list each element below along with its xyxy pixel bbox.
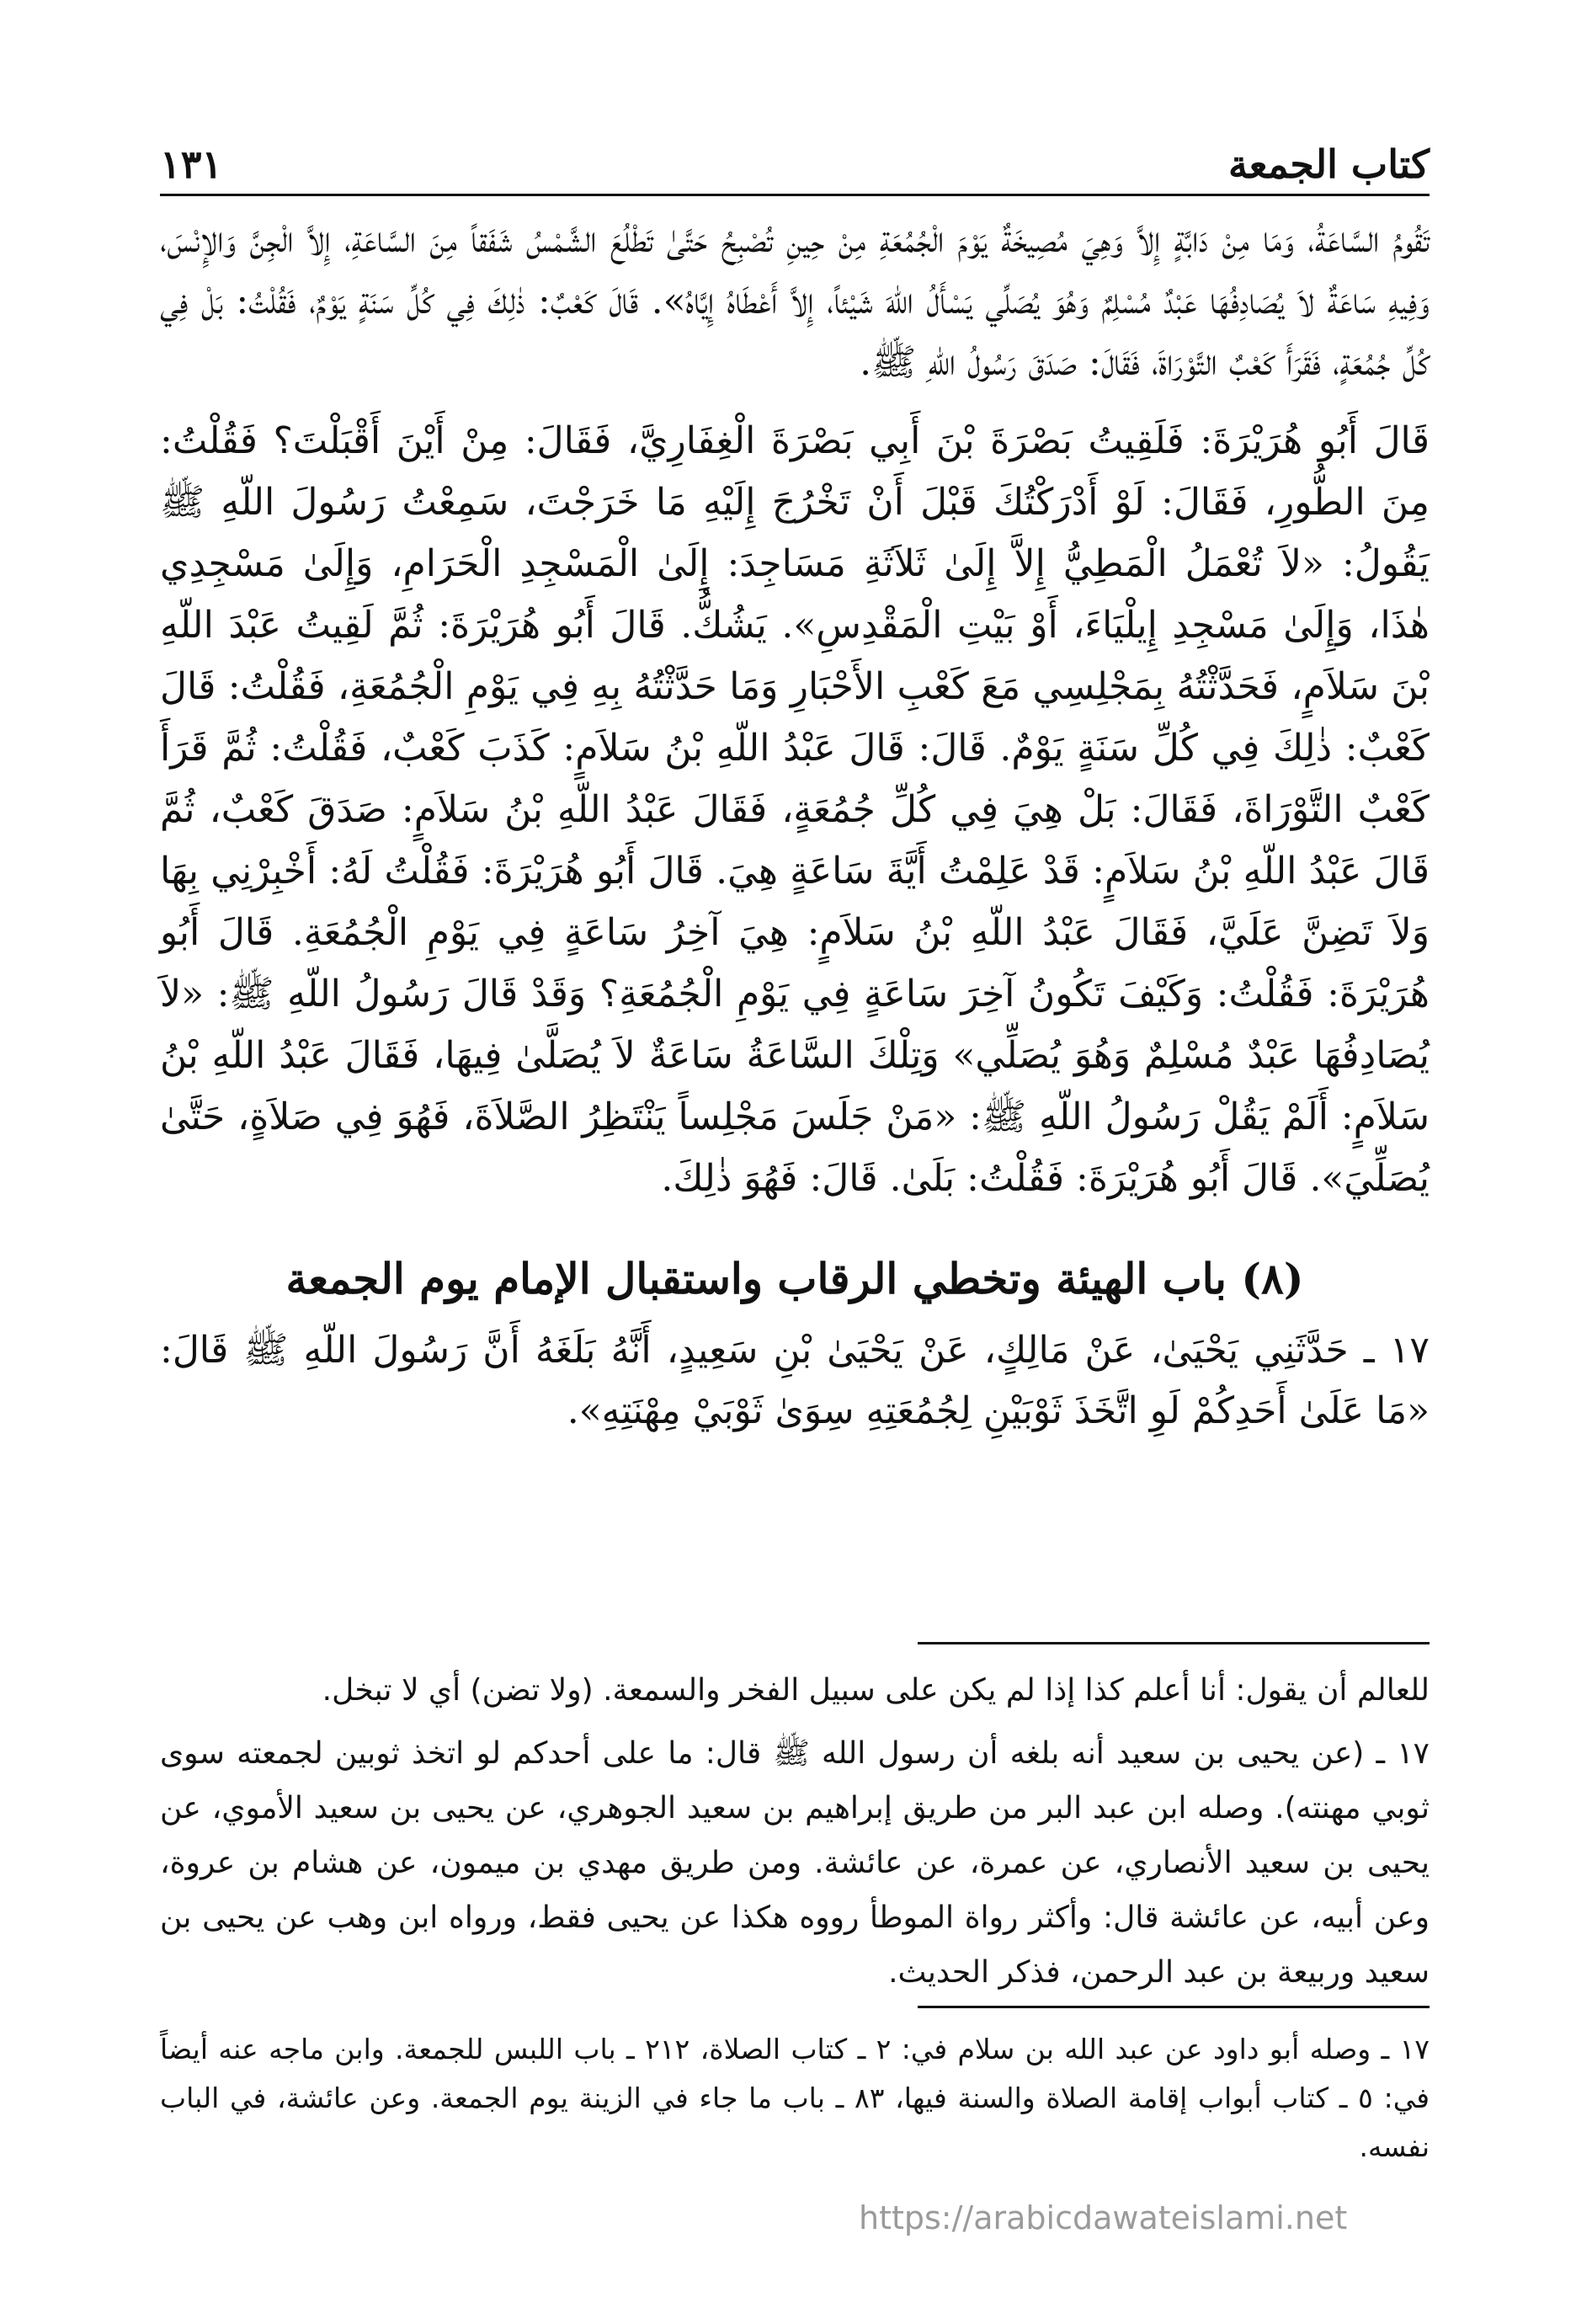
page-number: ١٣١ xyxy=(160,141,223,187)
commentary-section xyxy=(160,1663,1430,2000)
paragraph: تَقُومُ السَّاعَةُ، وَمَا مِنْ دَابَّةٍ إِلاَّ وَهِيَ مُصِيخَةٌ يَوْمَ الْجُمُعَةِ مِنْ حِينِ تُصْبِحُ حَتَّىٰ تَطْلُعَ الشَّمْسُ شَفَقاً مِنَ السَّاعَةِ، إِلاَّ الْجِنَّ وَالإِنْسَ، وَفِيهِ سَاعَةٌ لاَ يُصَادِفُهَا عَبْدٌ مُسْلِمٌ وَهُوَ يُصَلِّي يَسْأَلُ اللّهَ شَيْئاً، إِلاَّ أَعْطَاهُ إِيَّاهُ». قَالَ كَعْبٌ: ذٰلِكَ فِي كُلِّ سَنَةٍ يَوْمٌ، فَقُلْتُ: بَلْ فِي كُلِّ جُمُعَةٍ، فَقَرَأَ كَعْبٌ التَّوْرَاةَ، فَقَالَ: صَدَقَ رَسُولُ اللّهِ ﷺ. xyxy=(160,218,1430,384)
watermark-url: https://arabicdawateislami.net xyxy=(859,2199,1348,2236)
footnote-paragraph: ١٧ ـ وصله أبو داود عن عبد الله بن سلام في: ٢ ـ كتاب الصلاة، ٢١٢ ـ باب اللبس للجمعة. وابن ماجه عنه أيضاً في: ٥ ـ كتاب أبواب إقامة الصلاة والسنة فيها، ٨٣ ـ باب ما جاء في الزينة يوم الجمعة. وعن عائشة، في الباب نفسه. xyxy=(160,2033,1430,2163)
chapter-heading: (٨) باب الهيئة وتخطي الرقاب واستقبال الإمام يوم الجمعة xyxy=(285,1254,1304,1303)
footnote-divider xyxy=(918,2006,1430,2008)
page-header xyxy=(160,126,1430,196)
main-text xyxy=(160,209,1430,1442)
book-title: كتاب الجمعة xyxy=(1227,141,1430,187)
commentary-divider xyxy=(918,1642,1430,1644)
hadith-paragraph: ١٧ ـ حَدَّثَنِي يَحْيَىٰ، عَنْ مَالِكٍ، عَنْ يَحْيَىٰ بْنِ سَعِيدٍ، أَنَّهُ بَلَغَهُ أَنَّ رَسُولَ اللّهِ ﷺ قَالَ: «مَا عَلَىٰ أَحَدِكُمْ لَوِ اتَّخَذَ ثَوْبَيْنِ لِجُمُعَتِهِ سِوَىٰ ثَوْبَيْ مِهْنَتِهِ». xyxy=(160,1329,1430,1432)
footnote-section xyxy=(160,2025,1430,2172)
commentary-paragraph: للعالم أن يقول: أنا أعلم كذا إذا لم يكن على سبيل الفخر والسمعة. (ولا تضن) أي لا تبخل. xyxy=(322,1673,1430,1708)
paragraph: قَالَ أَبُو هُرَيْرَةَ: فَلَقِيتُ بَصْرَةَ بْنَ أَبِي بَصْرَةَ الْغِفَارِيَّ، فَقَالَ: مِنْ أَيْنَ أَقْبَلْتَ؟ فَقُلْتُ: مِنَ الطُّورِ، فَقَالَ: لَوْ أَدْرَكْتُكَ قَبْلَ أَنْ تَخْرُجَ إِلَيْهِ مَا خَرَجْتَ، سَمِعْتُ رَسُولَ اللّهِ ﷺ يَقُولُ: «لاَ تُعْمَلُ الْمَطِيُّ إِلاَّ إِلَىٰ ثَلاَثَةِ مَسَاجِدَ: إِلَىٰ الْمَسْجِدِ الْحَرَامِ، وَإِلَىٰ مَسْجِدِي هٰذَا، وَإِلَىٰ مَسْجِدِ إِيلْيَاءَ، أَوْ بَيْتِ الْمَقْدِسِ». يَشُكُّ. قَالَ أَبُو هُرَيْرَةَ: ثُمَّ لَقِيتُ عَبْدَ اللّهِ بْنَ سَلاَمٍ، فَحَدَّثْتُهُ بِمَجْلِسِي مَعَ كَعْبِ الأَحْبَارِ وَمَا حَدَّثْتُهُ بِهِ فِي يَوْمِ الْجُمُعَةِ، فَقُلْتُ: قَالَ كَعْبٌ: ذٰلِكَ فِي كُلِّ سَنَةٍ يَوْمٌ. قَالَ: قَالَ عَبْدُ اللّهِ بْنُ سَلاَمٍ: كَذَبَ كَعْبٌ، فَقُلْتُ: ثُمَّ قَرَأَ كَعْبٌ التَّوْرَاةَ، فَقَالَ: بَلْ هِيَ فِي كُلِّ جُمُعَةٍ، فَقَالَ عَبْدُ اللّهِ بْنُ سَلاَمٍ: صَدَقَ كَعْبٌ، ثُمَّ قَالَ عَبْدُ اللّهِ بْنُ سَلاَمٍ: قَدْ عَلِمْتُ أَيَّةَ سَاعَةٍ هِيَ. قَالَ أَبُو هُرَيْرَةَ: فَقُلْتُ لَهُ: أَخْبِرْنِي بِهَا وَلاَ تَضِنَّ عَلَيَّ، فَقَالَ عَبْدُ اللّهِ بْنُ سَلاَمٍ: هِيَ آخِرُ سَاعَةٍ فِي يَوْمِ الْجُمُعَةِ. قَالَ أَبُو هُرَيْرَةَ: فَقُلْتُ: وَكَيْفَ تَكُونُ آخِرَ سَاعَةٍ فِي يَوْمِ الْجُمُعَةِ؟ وَقَدْ قَالَ رَسُولُ اللّهِ ﷺ: «لاَ يُصَادِفُهَا عَبْدٌ مُسْلِمٌ وَهُوَ يُصَلِّي» وَتِلْكَ السَّاعَةُ سَاعَةٌ لاَ يُصَلَّىٰ فِيهَا، فَقَالَ عَبْدُ اللّهِ بْنُ سَلاَمٍ: أَلَمْ يَقُلْ رَسُولُ اللّهِ ﷺ: «مَنْ جَلَسَ مَجْلِساً يَنْتَظِرُ الصَّلاَةَ، فَهُوَ فِي صَلاَةٍ، حَتَّىٰ يُصَلِّيَ». قَالَ أَبُو هُرَيْرَةَ: فَقُلْتُ: بَلَىٰ. قَالَ: فَهُوَ ذٰلِكَ. xyxy=(160,419,1430,1200)
commentary-paragraph: ١٧ ـ (عن يحيى بن سعيد أنه بلغه أن رسول الله ﷺ قال: ما على أحدكم لو اتخذ ثوبين لجمعته سوى ثوبي مهنته). وصله ابن عبد البر من طريق إبراهيم بن سعيد الجوهري، عن يحيى بن سعيد الأموي، عن يحيى بن سعيد الأنصاري، عن عمرة، عن عائشة. ومن طريق مهدي بن ميمون، عن هشام بن عروة، وعن أبيه، عن عائشة قال: وأكثر رواة الموطأ رووه هكذا عن يحيى فقط، ورواه ابن وهب عن يحيى بن سعيد وربيعة بن عبد الرحمن، فذكر الحديث. xyxy=(160,1736,1430,1990)
